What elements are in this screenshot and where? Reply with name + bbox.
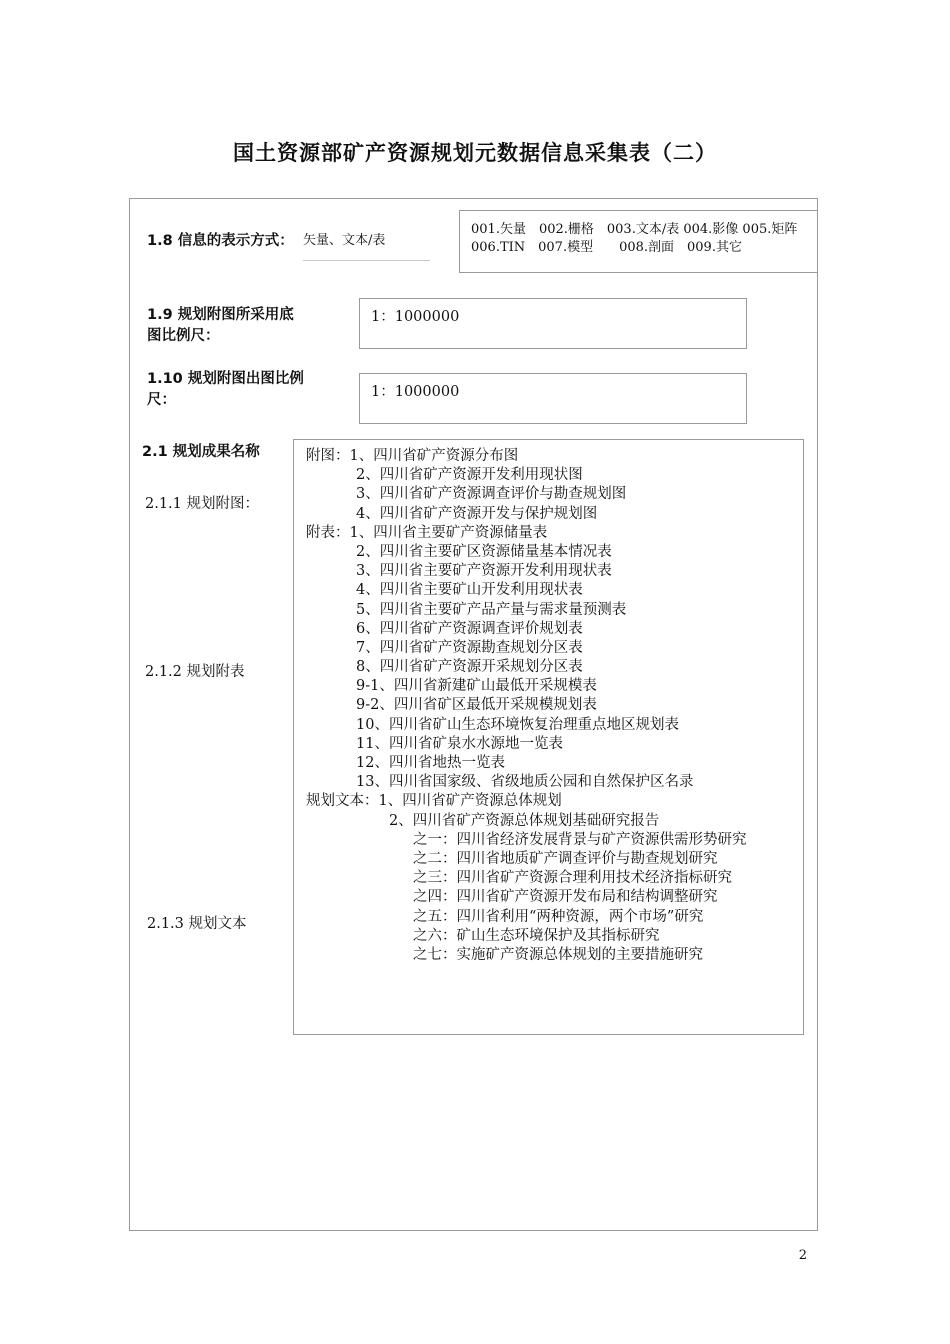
list-item xyxy=(306,850,796,869)
list-item xyxy=(306,620,796,639)
field-1-10-value: 1：1000000 xyxy=(371,384,460,400)
list-item-text: 之五：四川省利用“两种资源，两个市场”研究 xyxy=(413,908,704,925)
maps-prefix: 附图： xyxy=(306,448,350,464)
list-item-text: 9-2、四川省矿区最低开采规模规划表 xyxy=(356,697,597,714)
field-1-9-label-line2: 图比例尺： xyxy=(147,328,220,344)
list-item-text: 13、四川省国家级、省级地质公园和自然保护区名录 xyxy=(356,774,694,791)
list-item-text: 10、四川省矿山生态环境恢复治理重点地区规划表 xyxy=(356,716,679,733)
list-item-text: 之一：四川省经济发展背景与矿产资源供需形势研究 xyxy=(413,831,747,848)
list-item xyxy=(306,869,796,888)
page-number: 2 xyxy=(798,1248,807,1263)
list-item-text: 之六：矿山生态环境保护及其指标研究 xyxy=(413,927,660,944)
list-item-text: 7、四川省矿产资源勘查规划分区表 xyxy=(356,639,583,656)
codes-line-1: 001.矢量 002.栅格 003.文本/表 004.影像 005.矩阵 xyxy=(471,222,798,237)
list-item-text: 6、四川省矿产资源调查评价规划表 xyxy=(356,620,583,637)
field-1-9-input[interactable] xyxy=(359,298,747,349)
tables-prefix: 附表： xyxy=(306,524,350,541)
list-item xyxy=(306,754,796,773)
field-1-9-value: 1：1000000 xyxy=(371,309,460,325)
list-item xyxy=(306,543,796,562)
field-1-8-value[interactable]: 矢量、文本/表 xyxy=(303,232,430,261)
field-1-10-input[interactable] xyxy=(359,373,747,424)
list-item xyxy=(306,908,796,927)
list-item xyxy=(306,601,796,620)
list-item-text: 8、四川省矿产资源开采规划分区表 xyxy=(356,659,583,676)
list-item-text: 2、四川省主要矿区资源储量基本情况表 xyxy=(356,543,612,560)
list-item xyxy=(306,505,796,524)
representation-codes-box xyxy=(459,210,818,273)
field-1-10-label-line2: 尺： xyxy=(147,392,176,408)
page-title: 国土资源部矿产资源规划元数据信息采集表（二） xyxy=(233,141,717,165)
list-item xyxy=(306,716,796,735)
list-item-text: 1、四川省主要矿产资源储量表 xyxy=(349,524,548,541)
results-list xyxy=(306,447,796,965)
list-item-text: 4、四川省矿产资源开发与保护规划图 xyxy=(356,505,598,522)
section-2-1-3-label: 2.1.3 规划文本 xyxy=(147,916,247,932)
list-item-text: 2、四川省矿产资源开发利用现状图 xyxy=(356,467,583,484)
text-prefix: 规划文本： xyxy=(306,793,379,810)
field-1-10-label xyxy=(147,369,304,411)
results-list-box[interactable] xyxy=(293,439,804,1035)
list-item-text: 5、四川省主要矿产品产量与需求量预测表 xyxy=(356,601,627,618)
list-item-text: 3、四川省主要矿产资源开发利用现状表 xyxy=(356,563,612,580)
list-item-text: 之三：四川省矿产资源合理利用技术经济指标研究 xyxy=(413,870,732,887)
list-item xyxy=(306,581,796,600)
field-1-9-label-line1: 1.9 规划附图所采用底 xyxy=(147,307,294,323)
list-item-text: 11、四川省矿泉水水源地一览表 xyxy=(356,735,563,752)
list-item xyxy=(306,792,796,811)
list-item xyxy=(306,946,796,965)
list-item xyxy=(306,812,796,831)
list-item xyxy=(306,888,796,907)
list-item xyxy=(306,466,796,485)
list-item xyxy=(306,677,796,696)
list-item-text: 之四：四川省矿产资源开发布局和结构调整研究 xyxy=(413,889,718,906)
field-1-9-label xyxy=(147,305,294,347)
list-item xyxy=(306,485,796,504)
field-1-8-label: 1.8 信息的表示方式： xyxy=(147,233,294,249)
list-item xyxy=(306,831,796,850)
list-item-text: 9-1、四川省新建矿山最低开采规模表 xyxy=(356,678,597,695)
section-2-1-label: 2.1 规划成果名称 xyxy=(142,444,260,460)
list-item-text: 4、四川省主要矿山开发利用现状表 xyxy=(356,582,583,599)
codes-line-2: 006.TIN 007.模型 008.剖面 009.其它 xyxy=(471,240,742,255)
list-item xyxy=(306,696,796,715)
list-item xyxy=(306,927,796,946)
list-item-text: 3、四川省矿产资源调查评价与勘查规划图 xyxy=(356,486,627,503)
list-item xyxy=(306,447,796,466)
section-2-1-1-label: 2.1.1 规划附图： xyxy=(145,496,260,512)
list-item xyxy=(306,639,796,658)
list-item-text: 1、四川省矿产资源分布图 xyxy=(349,448,519,464)
list-item-text: 12、四川省地热一览表 xyxy=(356,755,505,771)
list-item xyxy=(306,773,796,792)
section-2-1-2-label: 2.1.2 规划附表 xyxy=(145,664,245,680)
list-item xyxy=(306,562,796,581)
field-1-10-label-line1: 1.10 规划附图出图比例 xyxy=(147,371,304,387)
list-item-text: 2、四川省矿产资源总体规划基础研究报告 xyxy=(389,812,660,829)
list-item xyxy=(306,735,796,754)
list-item-text: 之二：四川省地质矿产调查评价与勘查规划研究 xyxy=(413,850,718,867)
list-item xyxy=(306,524,796,543)
list-item-text: 之七：实施矿产资源总体规划的主要措施研究 xyxy=(413,946,703,963)
list-item xyxy=(306,658,796,677)
list-item-text: 1、四川省矿产资源总体规划 xyxy=(378,793,562,810)
